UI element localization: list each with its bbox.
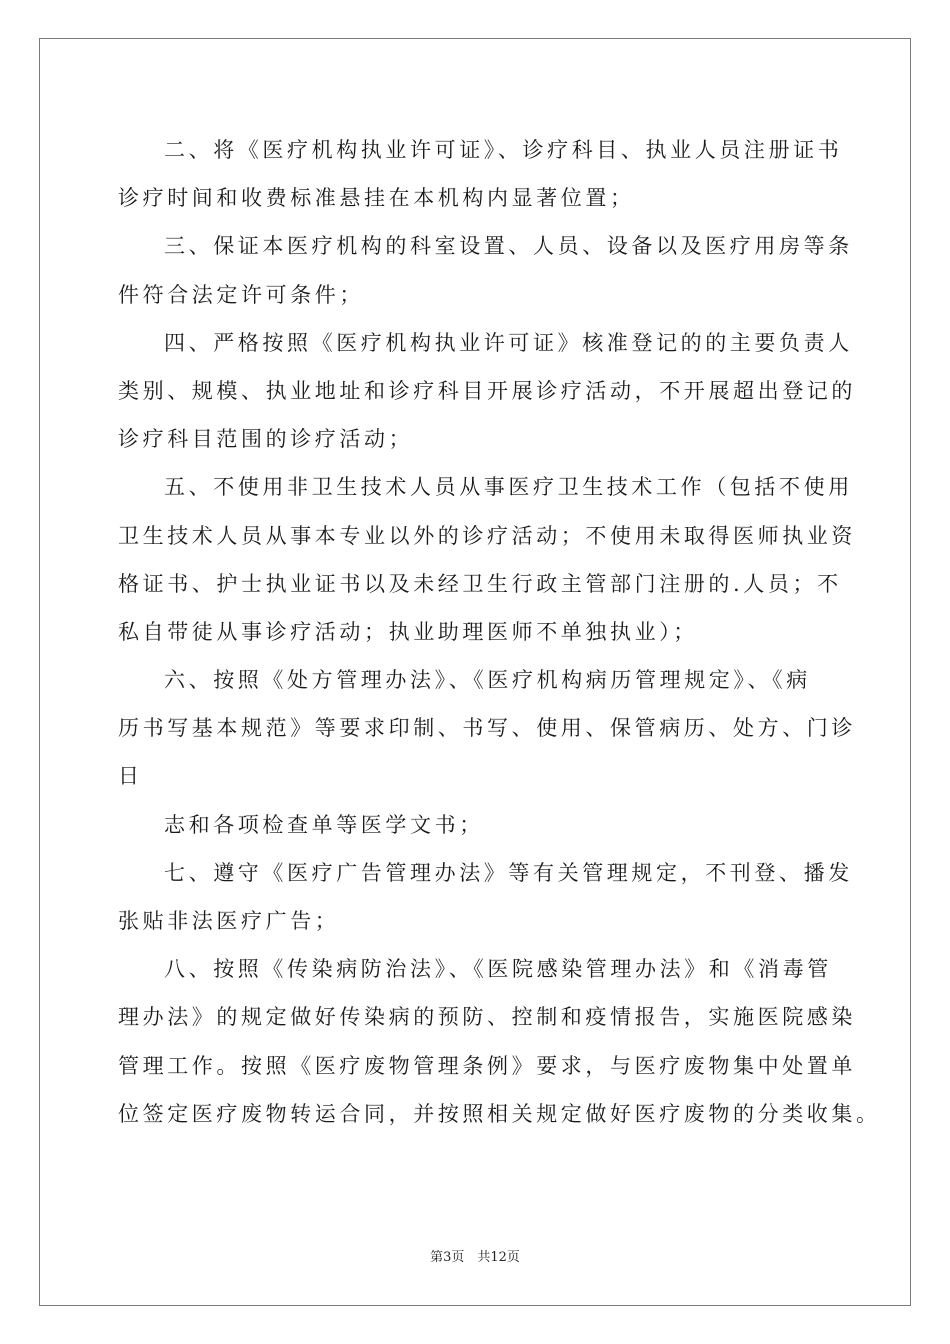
text-line: 格证书、护士执业证书以及未经卫生行政主管部门注册的.人员；不 xyxy=(118,571,842,596)
text-line: 志和各项检查单等医学文书； xyxy=(164,812,484,837)
text-line: 五、不使用非卫生技术人员从事医疗卫生技术工作（包括不使用 xyxy=(164,475,853,500)
text-line: 二、将《医疗机构执业许可证》、诊疗科目、执业人员注册证书 xyxy=(164,138,843,162)
text-line: 张贴非法医疗广告； xyxy=(118,909,340,933)
document-body xyxy=(118,126,881,1138)
text-line: 三、保证本医疗机构的科室设置、人员、设备以及医疗用房等条 xyxy=(164,234,853,259)
text-line: 诊疗时间和收费标准悬挂在本机构内显著位置； xyxy=(118,186,635,211)
text-line: 日 xyxy=(118,764,143,789)
text-line: 类别、规模、执业地址和诊疗科目开展诊疗活动，不开展超出登记的 xyxy=(118,378,856,403)
text-line: 历书写基本规范》等要求印制、书写、使用、保管病历、处方、门诊 xyxy=(118,716,856,741)
text-line: 管理工作。按照《医疗废物管理条例》要求，与医疗废物集中处置单 xyxy=(118,1053,856,1078)
text-line: 理办法》的规定做好传染病的预防、控制和疫情报告，实施医院感染 xyxy=(118,1005,856,1030)
text-line: 四、严格按照《医疗机构执业许可证》核准登记的的主要负责人 xyxy=(164,330,853,355)
text-line: 七、遵守《医疗广告管理办法》等有关管理规定，不刊登、播发 xyxy=(164,860,853,885)
text-line: 诊疗科目范围的诊疗活动； xyxy=(118,427,414,452)
text-line: 位签定医疗废物转运合同，并按照相关规定做好医疗废物的分类收集。 xyxy=(118,1101,881,1126)
text-line: 私自带徒从事诊疗活动；执业助理医师不单独执业）； xyxy=(118,619,698,644)
text-line: 八、按照《传染病防治法》、《医院感染管理办法》和《消毒管 xyxy=(164,957,832,982)
text-line: 卫生技术人员从事本专业以外的诊疗活动；不使用未取得医师执业资 xyxy=(118,523,856,548)
text-line: 六、按照《处方管理办法》、《医疗机构病历管理规定》、《病 xyxy=(164,668,811,693)
page-number-footer: 第3页 共12页 xyxy=(430,1250,520,1265)
text-line: 件符合法定许可条件； xyxy=(118,282,364,307)
